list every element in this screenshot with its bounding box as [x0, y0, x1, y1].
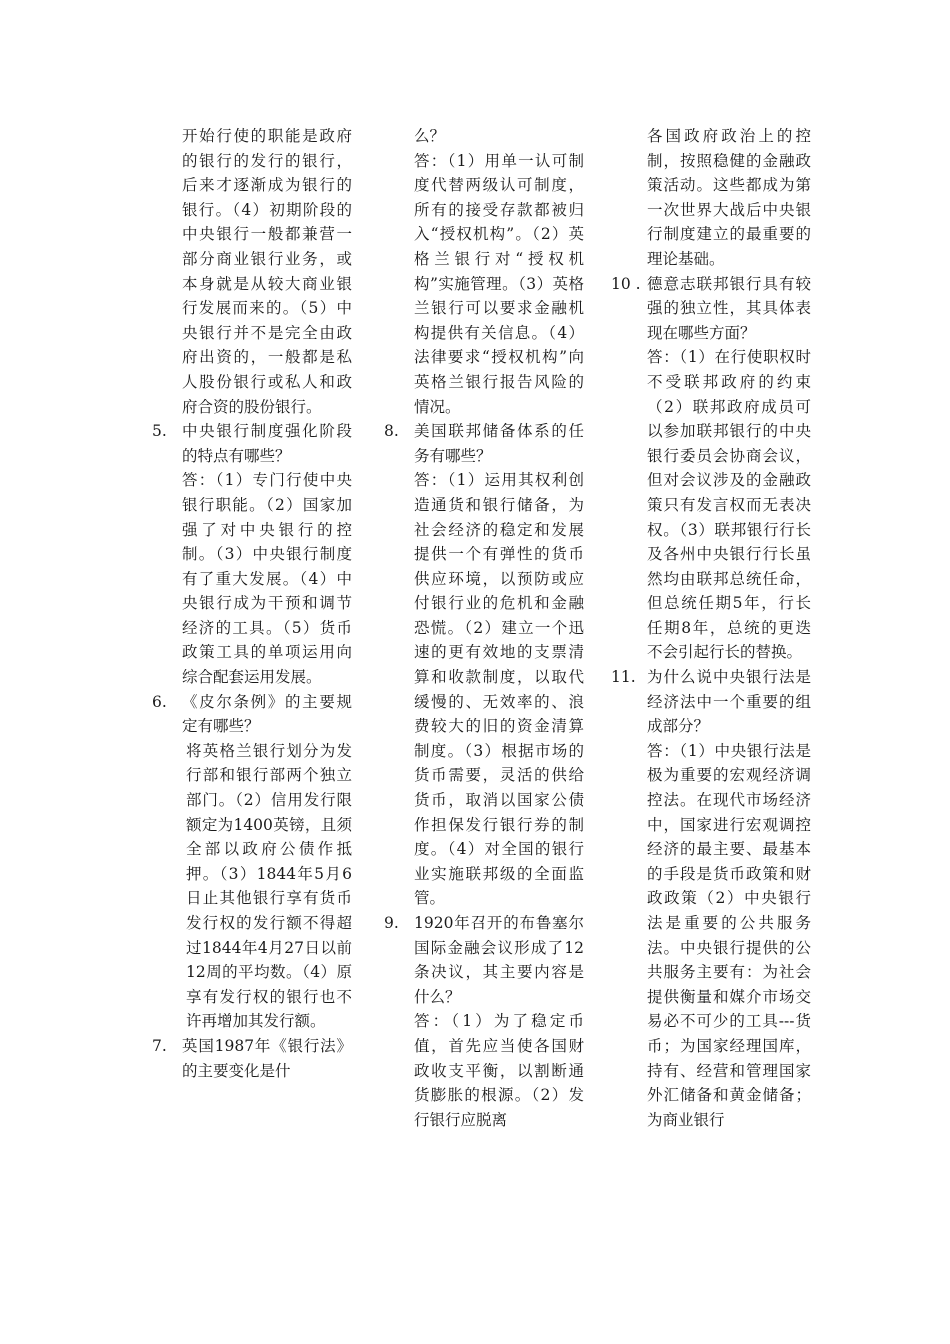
question-text: 中央银行制度强化阶段的特点有哪些？	[182, 422, 352, 465]
question-7	[152, 1034, 352, 1083]
question-5	[152, 419, 352, 690]
question-11	[611, 665, 811, 1132]
continued-answer-text: 开始行使的职能是政府的银行的发行的银行，后来才逐渐成为银行的银行。（4）初期阶段的中央银行一般都兼营一部分商业银行业务，或本身就是从较大商业银行发展而来的。（5）中央银行并不是完全由政府出资的，一般都是私人股份银行或私人和政府合资的股份银行。	[182, 127, 352, 416]
question-text: 为什么说中央银行法是经济法中一个重要的组成部分？	[647, 668, 811, 736]
question-number: 9.	[384, 914, 399, 932]
column-1	[152, 124, 352, 1083]
column-2	[384, 124, 584, 1132]
question-number: 10 .	[611, 274, 641, 293]
answer-text: 答：（1）运用其权利创造通货和银行储备，为社会经济的稳定和发展提供一个有弹性的货币供应环境，以预防或应付银行业的危机和金融恐慌。（2）建立一个迅速的更有效地的支票清算和收款制度，以取代缓慢的、无效率的、浪费较大的旧的资金清算制度。（3）根据市场的货币需要，灵活的供给货币，取消以国家公债作担保发行银行券的制度。（4）对全国的银行业实施联邦级的全面监管。	[414, 471, 584, 908]
question-text: 1920年召开的布鲁塞尔国际金融会议形成了12条决议，其主要内容是什么？	[414, 914, 584, 1006]
column-3	[611, 124, 811, 1132]
question-text: 英国1987年《银行法》的主要变化是什	[182, 1036, 352, 1080]
continued-question-text: 么？	[414, 127, 446, 145]
question-text: 德意志联邦银行具有较强的独立性，其具体表现在哪些方面？	[647, 274, 811, 342]
answer-text: 答：（1）为了稳定币值，首先应当使各国财政收支平衡，以割断通货膨胀的根源。（2）发行银行应脱离	[414, 1012, 584, 1129]
question-text: 《皮尔条例》的主要规定有哪些？	[182, 692, 352, 736]
question-8	[384, 419, 584, 911]
question-number: 7.	[152, 1036, 167, 1055]
question-9	[384, 911, 584, 1132]
question-text: 美国联邦储备体系的任务有哪些？	[414, 422, 584, 465]
question-number: 5.	[152, 422, 167, 441]
answer-text: 将英格兰银行划分为发行部和银行部两个独立部门。（2）信用发行限额定为1400英镑，且须全部以政府公债作抵押。（3）1844年5月6日止其他银行享有货币发行权的发行额不得超过1844年4月27日以前12周的平均数。（4）原享有发行权的银行也不许再增加其发行额。	[186, 741, 352, 1031]
question-10	[611, 272, 811, 666]
answer-text: 答：（1）中央银行法是极为重要的宏观经济调控法。在现代市场经济中，国家进行宏观调控经济的最主要、最基本的手段是货币政策和财政政策（2）中央银行法是重要的公共服务法。中央银行提供的公共服务主要有：为社会提供衡量和媒介市场交易必不可少的工具---货币；为国家经理国库，持有、经营和管理国家外汇储备和黄金储备；为商业银行	[647, 741, 811, 1129]
continued-answer-text: 各国政府政治上的控制，按照稳健的金融政策活动。这些都成为第一次世界大战后中央银行制度建立的最重要的理论基础。	[647, 127, 811, 268]
question-number: 11.	[611, 668, 636, 687]
question-number: 8.	[384, 422, 399, 441]
question-number: 6.	[152, 692, 167, 711]
answer-text: 答：（1）在行使职权时不受联邦政府的约束（2）联邦政府成员可以参加联邦银行的中央银行委员会协商会议，但对会议涉及的金融政策只有发言权而无表决权。（3）联邦银行行长及各州中央银行行长虽然均由联邦总统任命，但总统任期5年，行长任期8年，总统的更迭不会引起行长的替换。	[647, 348, 811, 662]
continued-answer-text: 答：（1）用单一认可制度代替两级认可制度，所有的接受存款都被归入“授权机构”。（2）英格兰银行对“授权机构”实施管理。（3）英格兰银行可以要求金融机构提供有关信息。（4）法律要求“授权机构”向英格兰银行报告风险的情况。	[414, 151, 584, 416]
question-6	[152, 690, 352, 1034]
answer-text: 答：（1）专门行使中央银行职能。（2）国家加强了对中央银行的控制。（3）中央银行制度有了重大发展。（4）中央银行成为干预和调节经济的工具。（5）货币政策工具的单项运用向综合配套运用发展。	[182, 471, 352, 687]
